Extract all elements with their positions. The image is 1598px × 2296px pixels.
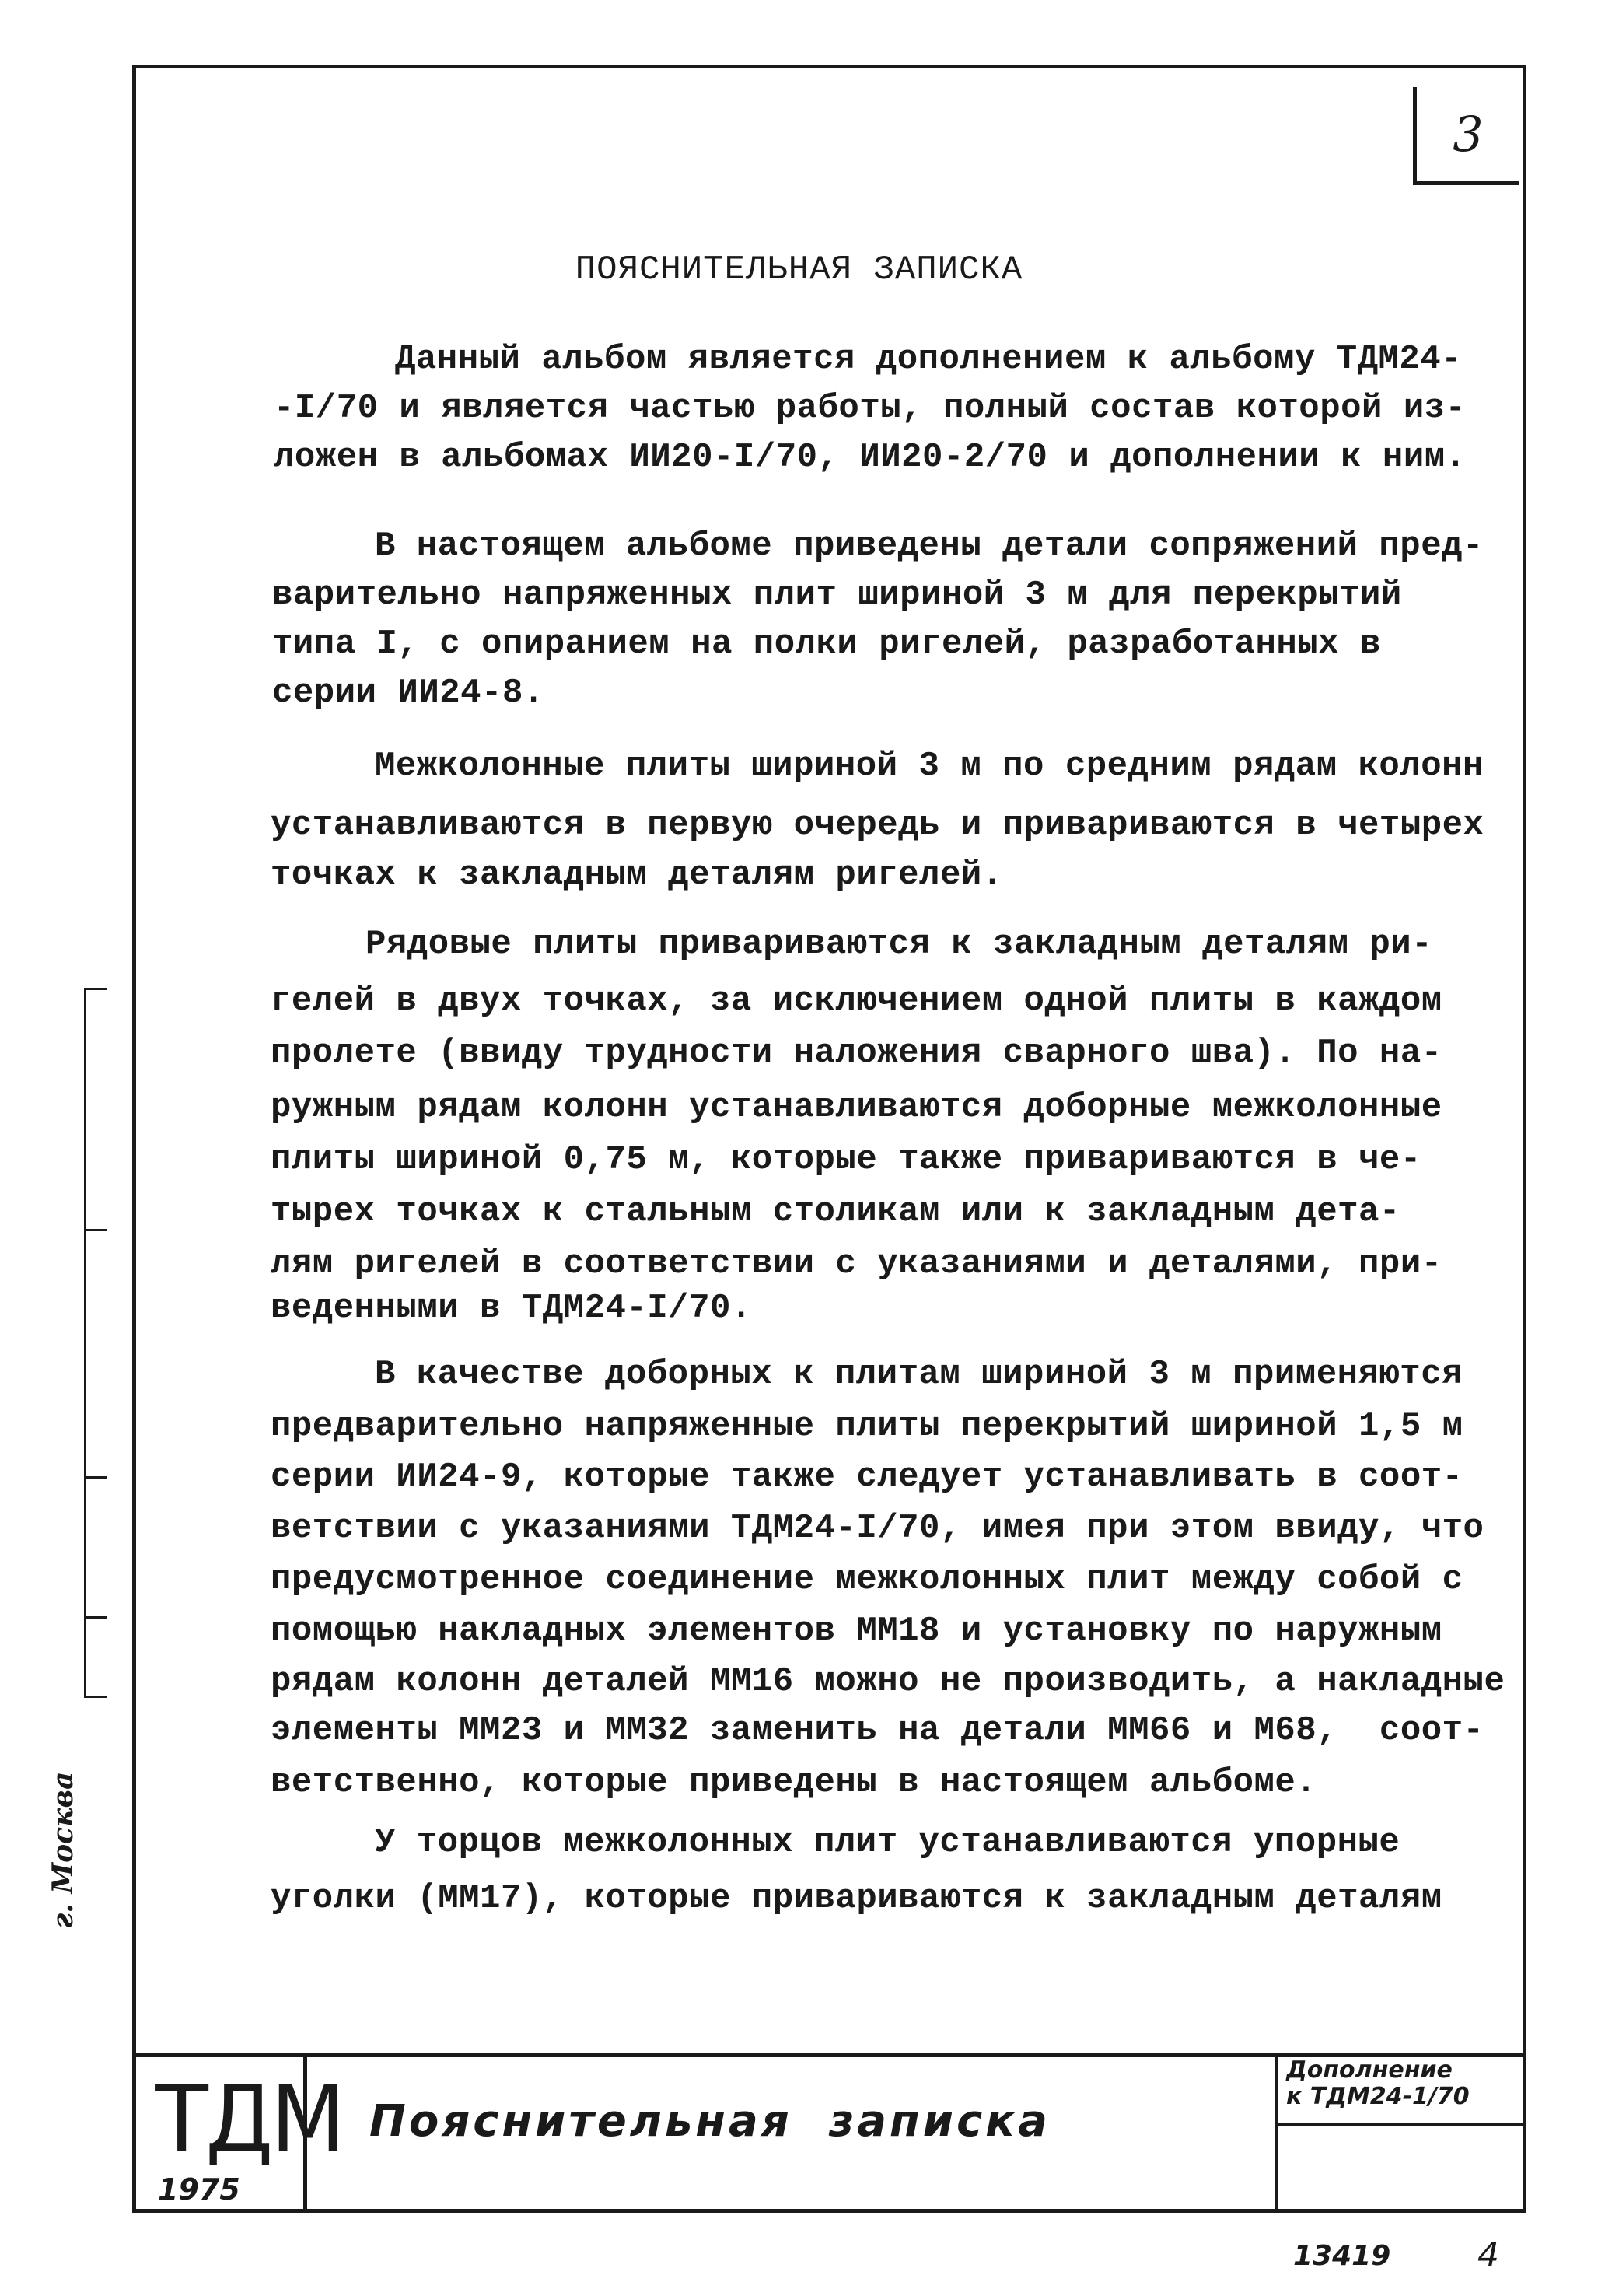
text-line: тырех точках к стальным столикам или к закладным дета-	[271, 1192, 1400, 1231]
document-reference-line1: Дополнение	[1286, 2056, 1453, 2084]
text-line: -I/70 и является частью работы, полный состав которой из-	[274, 389, 1467, 428]
title-block	[132, 2053, 1526, 2213]
text-line: Межколонные плиты шириной 3 м по средним рядам колонн	[375, 747, 1484, 786]
title-block-title: Пояснительная записка	[369, 2096, 1051, 2147]
page-title: ПОЯСНИТЕЛЬНАЯ ЗАПИСКА	[575, 250, 1023, 289]
text-line: точках к закладным деталям ригелей.	[271, 856, 1003, 894]
text-line: плиты шириной 0,75 м, которые также привариваются в че-	[271, 1140, 1421, 1179]
title-block-document-cell	[1275, 2057, 1526, 2209]
text-line: ветственно, которые приведены в настоящем альбоме.	[271, 1763, 1317, 1802]
organization-logo: ТДМ	[155, 2065, 343, 2172]
binding-tick	[84, 1616, 107, 1619]
text-line: ружным рядам колонн устанавливаются доборные межколонные	[271, 1088, 1442, 1127]
text-line: В качестве доборных к плитам шириной 3 м применяются	[375, 1355, 1463, 1394]
text-line: варительно напряженных плит шириной 3 м для перекрытий	[272, 576, 1402, 614]
text-line: помощью накладных элементов ММ18 и установку по наружным	[271, 1612, 1442, 1650]
text-line: гелей в двух точках, за исключением одной плиты в каждом	[271, 982, 1442, 1020]
text-line: рядам колонн деталей ММ16 можно не производить, а накладные	[271, 1662, 1505, 1701]
sheet-number: 3	[1413, 87, 1519, 185]
text-line: ветствии с указаниями ТДМ24-I/70, имея при этом ввиду, что	[271, 1509, 1484, 1548]
archive-number: 13419	[1293, 2240, 1391, 2272]
title-block-logo-cell	[136, 2057, 343, 2209]
text-line: лям ригелей в соответствии с указаниями и деталями, при-	[271, 1244, 1442, 1283]
text-line: предварительно напряженные плиты перекрытий шириной 1,5 м	[271, 1407, 1463, 1446]
text-line: пролете (ввиду трудности наложения сварного шва). По на-	[271, 1034, 1442, 1073]
binding-tick	[84, 1696, 107, 1698]
page-number: 4	[1477, 2235, 1499, 2275]
binding-tick	[84, 1229, 107, 1231]
binding-city-stamp: г. Москва	[47, 1771, 79, 1929]
text-line: уголки (ММ17), которые привариваются к закладным деталям	[271, 1879, 1442, 1918]
binding-tick	[84, 1476, 107, 1479]
text-line: типа I, с опиранием на полки ригелей, разработанных в	[272, 625, 1381, 663]
text-line: Рядовые плиты привариваются к закладным деталям ри-	[365, 925, 1433, 964]
text-line: предусмотренное соединение межколонных плит между собой с	[271, 1560, 1463, 1599]
drawing-frame	[132, 65, 1526, 2189]
text-line: веденными в ТДМ24-I/70.	[271, 1289, 752, 1328]
binding-margin-line	[84, 988, 99, 1696]
text-line: ложен в альбомах ИИ20-I/70, ИИ20-2/70 и дополнении к ним.	[274, 438, 1467, 477]
document-reference	[1278, 2057, 1526, 2126]
binding-tick	[84, 988, 107, 990]
text-line: серии ИИ24-8.	[272, 674, 544, 712]
text-line: Данный альбом является дополнением к альбому ТДМ24-	[395, 340, 1463, 379]
text-line: У торцов межколонных плит устанавливаются упорные	[375, 1823, 1400, 1862]
document-reference-line2: к ТДМ24-1/70	[1286, 2083, 1470, 2110]
logo-year: 1975	[158, 2172, 240, 2207]
text-line: устанавливаются в первую очередь и привариваются в четырех	[271, 806, 1484, 845]
text-line: элементы ММ23 и ММ32 заменить на детали ММ66 и М68, соот-	[271, 1711, 1484, 1750]
text-line: В настоящем альбоме приведены детали сопряжений пред-	[375, 527, 1484, 565]
text-line: серии ИИ24-9, которые также следует устанавливать в соот-	[271, 1458, 1463, 1496]
